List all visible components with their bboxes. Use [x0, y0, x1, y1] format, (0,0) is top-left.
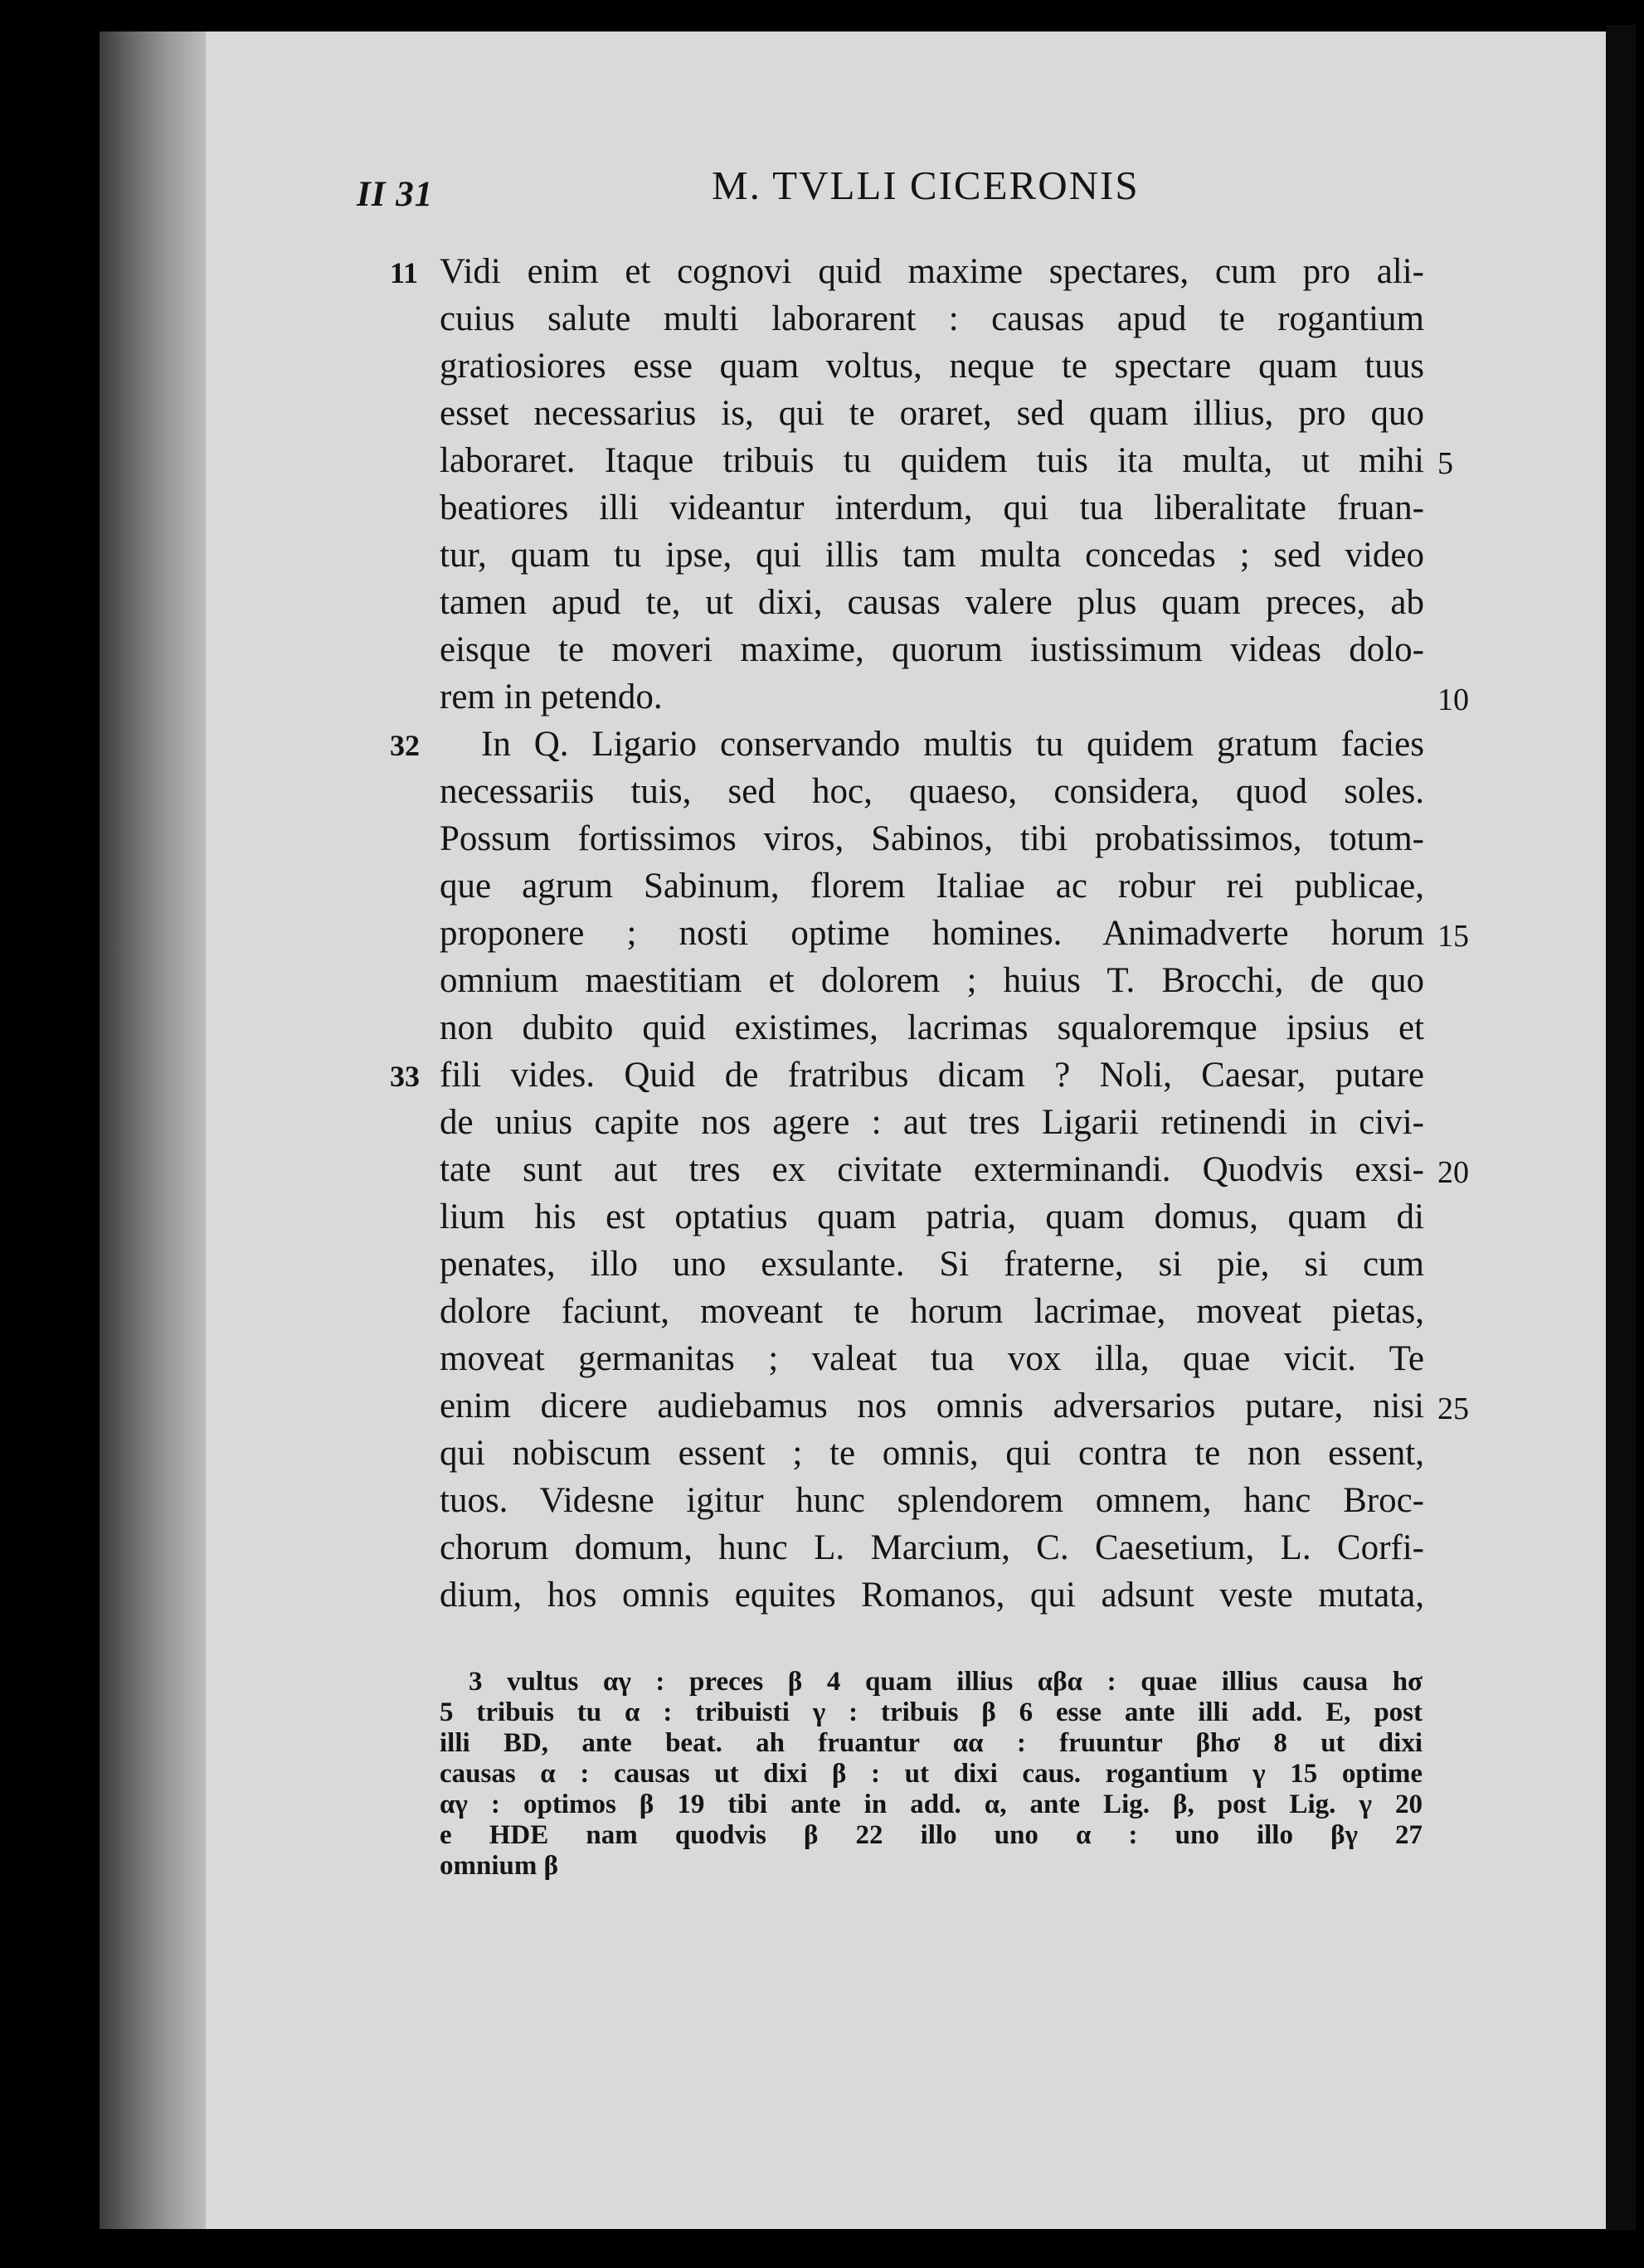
text-line: dium, hos omnis equites Romanos, qui adsunt veste mutata,: [440, 1576, 1424, 1615]
text-line: qui nobiscum essent ; te omnis, qui contra te non essent,: [440, 1434, 1424, 1473]
text-line: tate sunt aut tres ex civitate exterminandi. Quodvis exsi-: [440, 1150, 1424, 1189]
text-line: moveat germanitas ; valeat tua vox illa, quae vicit. Te: [440, 1339, 1424, 1378]
section-marker: 33: [390, 1060, 420, 1093]
text-line: laboraret. Itaque tribuis tu quidem tuis ita multa, ut mihi: [440, 441, 1424, 480]
text-line: In Q. Ligario conservando multis tu quidem gratum facies: [481, 725, 1424, 764]
text-line: rem in petendo.: [440, 677, 663, 716]
text-line: beatiores illi videantur interdum, qui tua liberalitate fruan-: [440, 488, 1424, 527]
text-line: gratiosiores esse quam voltus, neque te spectare quam tuus: [440, 347, 1424, 386]
section-marker: 11: [390, 256, 419, 289]
footnote-line: 3 vultus αγ : preces β 4 quam illius αβα : quae illius causa hσ: [469, 1667, 1423, 1697]
text-line: tamen apud te, ut dixi, causas valere plus quam preces, ab: [440, 583, 1424, 622]
text-line: que agrum Sabinum, florem Italiae ac robur rei publicae,: [440, 867, 1424, 906]
footnote-line: 5 tribuis tu α : tribuisti γ : tribuis β 6 esse ante illi add. E, post: [440, 1697, 1423, 1727]
footnote-line: causas α : causas ut dixi β : ut dixi caus. rogantium γ 15 optime: [440, 1759, 1423, 1789]
section-marker: 32: [390, 729, 420, 762]
text-line: tuos. Videsne igitur hunc splendorem omnem, hanc Broc-: [440, 1481, 1424, 1520]
text-line: fili vides. Quid de fratribus dicam ? Noli, Caesar, putare: [440, 1056, 1424, 1095]
text-line: enim dicere audiebamus nos omnis adversarios putare, nisi: [440, 1387, 1424, 1425]
text-line: non dubito quid existimes, lacrimas squaloremque ipsius et: [440, 1008, 1424, 1047]
footnote-line: e HDE nam quodvis β 22 illo uno α : uno illo βγ 27: [440, 1820, 1423, 1850]
footnote-line: illi BD, ante beat. ah fruantur αα : fruuntur βhσ 8 ut dixi: [440, 1728, 1423, 1758]
text-line: dolore faciunt, moveant te horum lacrimae, moveat pietas,: [440, 1292, 1424, 1331]
text-line: proponere ; nosti optime homines. Animadverte horum: [440, 914, 1424, 953]
text-line: de unius capite nos agere : aut tres Ligarii retinendi in civi-: [440, 1103, 1424, 1142]
line-number: 25: [1437, 1391, 1469, 1426]
text-line: Possum fortissimos viros, Sabinos, tibi probatissimos, totum-: [440, 819, 1424, 858]
page-reference: II 31: [357, 175, 434, 214]
footnote-line: omnium β: [440, 1851, 558, 1881]
facing-page-edge: [1606, 25, 1636, 2231]
text-line: omnium maestitiam et dolorem ; huius T. Brocchi, de quo: [440, 961, 1424, 1000]
text-line: eisque te moveri maxime, quorum iustissimum videas dolo-: [440, 630, 1424, 669]
line-number: 10: [1437, 682, 1469, 717]
book-spine: [100, 32, 216, 2229]
text-line: tur, quam tu ipse, qui illis tam multa concedas ; sed video: [440, 536, 1424, 575]
footnote-line: αγ : optimos β 19 tibi ante in add. α, ante Lig. β, post Lig. γ 20: [440, 1790, 1423, 1819]
line-number: 15: [1437, 919, 1469, 954]
text-line: necessariis tuis, sed hoc, quaeso, considera, quod soles.: [440, 772, 1424, 811]
line-number: 5: [1437, 446, 1453, 481]
text-line: cuius salute multi laborarent : causas apud te rogantium: [440, 299, 1424, 338]
text-line: penates, illo uno exsulante. Si fraterne, si pie, si cum: [440, 1245, 1424, 1284]
text-line: chorum domum, hunc L. Marcium, C. Caesetium, L. Corfi-: [440, 1528, 1424, 1567]
text-line: lium his est optatius quam patria, quam domus, quam di: [440, 1197, 1424, 1236]
running-title: M. TVLLI CICERONIS: [712, 163, 1140, 208]
text-line: Vidi enim et cognovi quid maxime spectares, cum pro ali-: [440, 252, 1424, 291]
line-number: 20: [1437, 1155, 1469, 1190]
text-line: esset necessarius is, qui te oraret, sed quam illius, pro quo: [440, 394, 1424, 433]
